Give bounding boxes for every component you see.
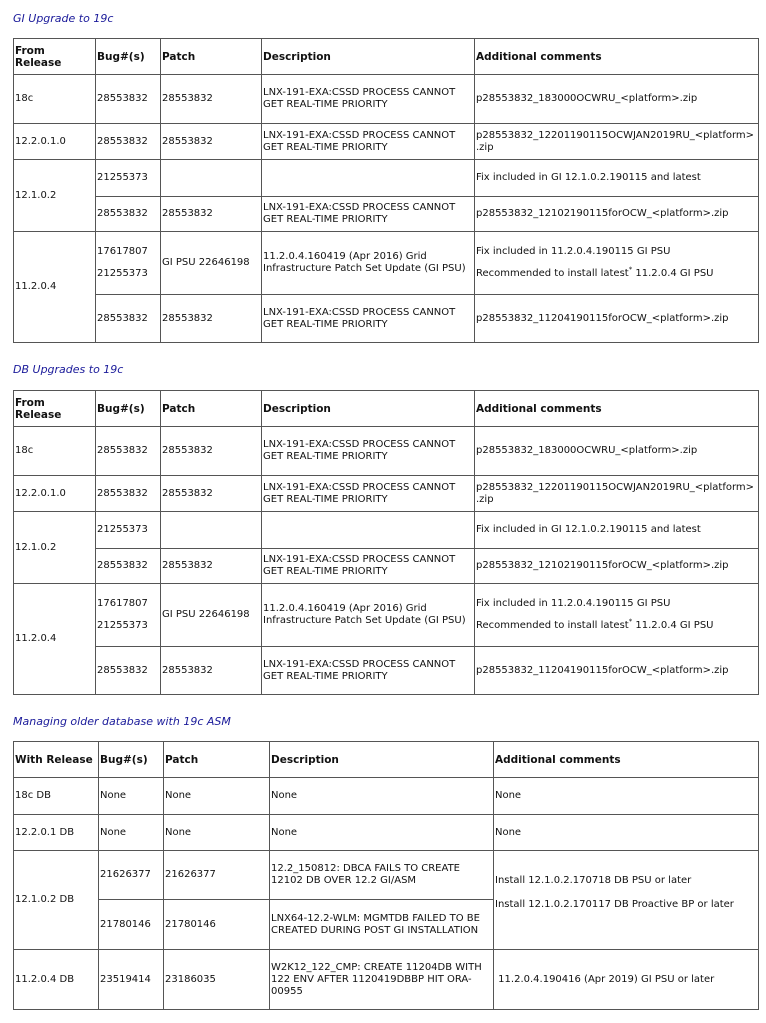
table-row <box>14 232 759 295</box>
table-header-row <box>14 39 759 75</box>
release-cell: 11.2.0.4 <box>14 584 96 695</box>
bug-cell <box>96 584 161 647</box>
description-cell <box>262 512 475 549</box>
patch-cell: 28553832 <box>161 427 262 476</box>
release-cell: 12.2.0.1.0 <box>14 476 96 512</box>
bug-cell: 28553832 <box>96 476 161 512</box>
description-cell <box>262 160 475 197</box>
header-additional-comments: Additional comments <box>475 39 759 75</box>
header-patch: Patch <box>161 391 262 427</box>
description-cell: LNX-191-EXA:CSSD PROCESS CANNOT GET REAL-TIME PRIORITY <box>262 427 475 476</box>
release-cell: 18c <box>14 75 96 124</box>
release-cell: 18c DB <box>14 778 99 815</box>
comment-line <box>476 265 757 280</box>
table-row <box>14 647 759 695</box>
comment-line: Install 12.1.0.2.170718 DB PSU or later <box>495 875 692 886</box>
bug-cell: 21255373 <box>96 512 161 549</box>
table-row <box>14 295 759 343</box>
footnote-marker: * <box>628 617 633 626</box>
comment-cell: p28553832_183000OCWRU_<platform>.zip <box>475 427 759 476</box>
bug-cell: 21255373 <box>96 160 161 197</box>
table-row <box>14 778 759 815</box>
release-cell: 12.2.0.1.0 <box>14 124 96 160</box>
managing-older-db-table <box>13 741 759 1010</box>
table-row <box>14 851 759 900</box>
db-upgrades-table <box>13 390 759 695</box>
comment-cell: None <box>494 815 759 851</box>
patch-cell <box>161 160 262 197</box>
table-row <box>14 549 759 584</box>
table-row <box>14 584 759 647</box>
bug-cell: 28553832 <box>96 295 161 343</box>
table-header-row <box>14 742 759 778</box>
comment-cell: p28553832_12102190115forOCW_<platform>.zip <box>475 549 759 584</box>
description-cell: W2K12_122_CMP: CREATE 11204DB WITH 122 ENV AFTER 1120419DBBP HIT ORA-00955 <box>270 950 494 1010</box>
footnote-marker: * <box>628 265 633 274</box>
bug-cell: 28553832 <box>96 549 161 584</box>
release-cell: 11.2.0.4 DB <box>14 950 99 1010</box>
patch-cell: 21780146 <box>164 900 270 950</box>
release-cell: 12.1.0.2 <box>14 160 96 232</box>
comment-line: Fix included in 11.2.0.4.190115 GI PSU <box>476 598 671 609</box>
patch-cell: 28553832 <box>161 476 262 512</box>
comment-text: 11.2.0.4 GI PSU <box>632 268 714 279</box>
table-row <box>14 427 759 476</box>
comment-cell: None <box>494 778 759 815</box>
bug-cell: 28553832 <box>96 427 161 476</box>
patch-cell: 28553832 <box>161 197 262 232</box>
comment-cell: p28553832_12201190115OCWJAN2019RU_<platform>.zip <box>475 124 759 160</box>
description-cell: LNX-191-EXA:CSSD PROCESS CANNOT GET REAL-TIME PRIORITY <box>262 549 475 584</box>
header-patch: Patch <box>164 742 270 778</box>
patch-cell: 21626377 <box>164 851 270 900</box>
patch-cell: 28553832 <box>161 549 262 584</box>
comment-cell: Fix included in GI 12.1.0.2.190115 and latest <box>475 512 759 549</box>
description-cell: LNX-191-EXA:CSSD PROCESS CANNOT GET REAL-TIME PRIORITY <box>262 476 475 512</box>
patch-cell: 23186035 <box>164 950 270 1010</box>
table-row <box>14 160 759 197</box>
section-title-managing-older-db: Managing older database with 19c ASM <box>13 715 231 728</box>
header-additional-comments: Additional comments <box>494 742 759 778</box>
comment-cell: p28553832_12201190115OCWJAN2019RU_<platform>.zip <box>475 476 759 512</box>
comment-line: Install 12.1.0.2.170117 DB Proactive BP or later <box>495 899 734 910</box>
table-header-row <box>14 391 759 427</box>
comment-text: 11.2.0.4 GI PSU <box>632 620 714 631</box>
bug-cell: 23519414 <box>99 950 164 1010</box>
comment-cell <box>494 851 759 950</box>
patch-cell: 28553832 <box>161 124 262 160</box>
description-cell: None <box>270 778 494 815</box>
release-cell: 12.1.0.2 <box>14 512 96 584</box>
release-cell: 18c <box>14 427 96 476</box>
header-bugs: Bug#(s) <box>96 391 161 427</box>
header-bugs: Bug#(s) <box>96 39 161 75</box>
header-bugs: Bug#(s) <box>99 742 164 778</box>
patch-cell: None <box>164 778 270 815</box>
comment-cell <box>475 584 759 647</box>
bug-cell: 28553832 <box>96 197 161 232</box>
bug-cell: None <box>99 778 164 815</box>
comment-cell: 11.2.0.4.190416 (Apr 2019) GI PSU or later <box>494 950 759 1010</box>
patch-cell: 28553832 <box>161 295 262 343</box>
description-cell: 12.2_150812: DBCA FAILS TO CREATE 12102 DB OVER 12.2 GI/ASM <box>270 851 494 900</box>
bug-cell: None <box>99 815 164 851</box>
comment-text: Recommended to install latest <box>476 620 629 631</box>
table-row <box>14 950 759 1010</box>
patch-cell: 28553832 <box>161 75 262 124</box>
bug-cell: 28553832 <box>96 75 161 124</box>
comment-line <box>476 617 757 632</box>
header-description: Description <box>262 39 475 75</box>
description-cell: LNX-191-EXA:CSSD PROCESS CANNOT GET REAL-TIME PRIORITY <box>262 75 475 124</box>
bug-cell: 28553832 <box>96 647 161 695</box>
patch-cell: GI PSU 22646198 <box>161 232 262 295</box>
release-cell: 11.2.0.4 <box>14 232 96 343</box>
description-cell: None <box>270 815 494 851</box>
comment-cell: p28553832_11204190115forOCW_<platform>.zip <box>475 647 759 695</box>
table-row <box>14 476 759 512</box>
comment-line: Fix included in 11.2.0.4.190115 GI PSU <box>476 246 671 257</box>
comment-cell: p28553832_11204190115forOCW_<platform>.zip <box>475 295 759 343</box>
section-title-gi-upgrade: GI Upgrade to 19c <box>13 12 114 25</box>
description-cell: LNX-191-EXA:CSSD PROCESS CANNOT GET REAL-TIME PRIORITY <box>262 124 475 160</box>
header-description: Description <box>262 391 475 427</box>
description-cell: LNX-191-EXA:CSSD PROCESS CANNOT GET REAL-TIME PRIORITY <box>262 295 475 343</box>
table-row <box>14 815 759 851</box>
description-cell: LNX-191-EXA:CSSD PROCESS CANNOT GET REAL-TIME PRIORITY <box>262 197 475 232</box>
header-with-release: With Release <box>14 742 99 778</box>
bug-cell: 21780146 <box>99 900 164 950</box>
release-cell: 12.2.0.1 DB <box>14 815 99 851</box>
bug-number: 21255373 <box>97 268 148 279</box>
comment-cell: Fix included in GI 12.1.0.2.190115 and latest <box>475 160 759 197</box>
table-row <box>14 512 759 549</box>
bug-number: 17617807 <box>97 246 148 257</box>
bug-cell: 28553832 <box>96 124 161 160</box>
patch-cell: 28553832 <box>161 647 262 695</box>
gi-upgrade-table <box>13 38 759 343</box>
header-description: Description <box>270 742 494 778</box>
description-cell: LNX64-12.2-WLM: MGMTDB FAILED TO BE CREATED DURING POST GI INSTALLATION <box>270 900 494 950</box>
description-cell: LNX-191-EXA:CSSD PROCESS CANNOT GET REAL-TIME PRIORITY <box>262 647 475 695</box>
header-patch: Patch <box>161 39 262 75</box>
table-row <box>14 124 759 160</box>
bug-cell <box>96 232 161 295</box>
comment-cell: p28553832_12102190115forOCW_<platform>.zip <box>475 197 759 232</box>
comment-text: Recommended to install latest <box>476 268 629 279</box>
description-cell: 11.2.0.4.160419 (Apr 2016) Grid Infrastructure Patch Set Update (GI PSU) <box>262 232 475 295</box>
comment-cell <box>475 232 759 295</box>
header-from-release: From Release <box>14 391 96 427</box>
bug-cell: 21626377 <box>99 851 164 900</box>
bug-number: 17617807 <box>97 598 148 609</box>
description-cell: 11.2.0.4.160419 (Apr 2016) Grid Infrastructure Patch Set Update (GI PSU) <box>262 584 475 647</box>
header-additional-comments: Additional comments <box>475 391 759 427</box>
header-from-release: From Release <box>14 39 96 75</box>
table-row <box>14 197 759 232</box>
patch-cell <box>161 512 262 549</box>
table-row <box>14 75 759 124</box>
comment-cell: p28553832_183000OCWRU_<platform>.zip <box>475 75 759 124</box>
bug-number: 21255373 <box>97 620 148 631</box>
patch-cell: None <box>164 815 270 851</box>
section-title-db-upgrades: DB Upgrades to 19c <box>13 363 124 376</box>
patch-cell: GI PSU 22646198 <box>161 584 262 647</box>
release-cell: 12.1.0.2 DB <box>14 851 99 950</box>
